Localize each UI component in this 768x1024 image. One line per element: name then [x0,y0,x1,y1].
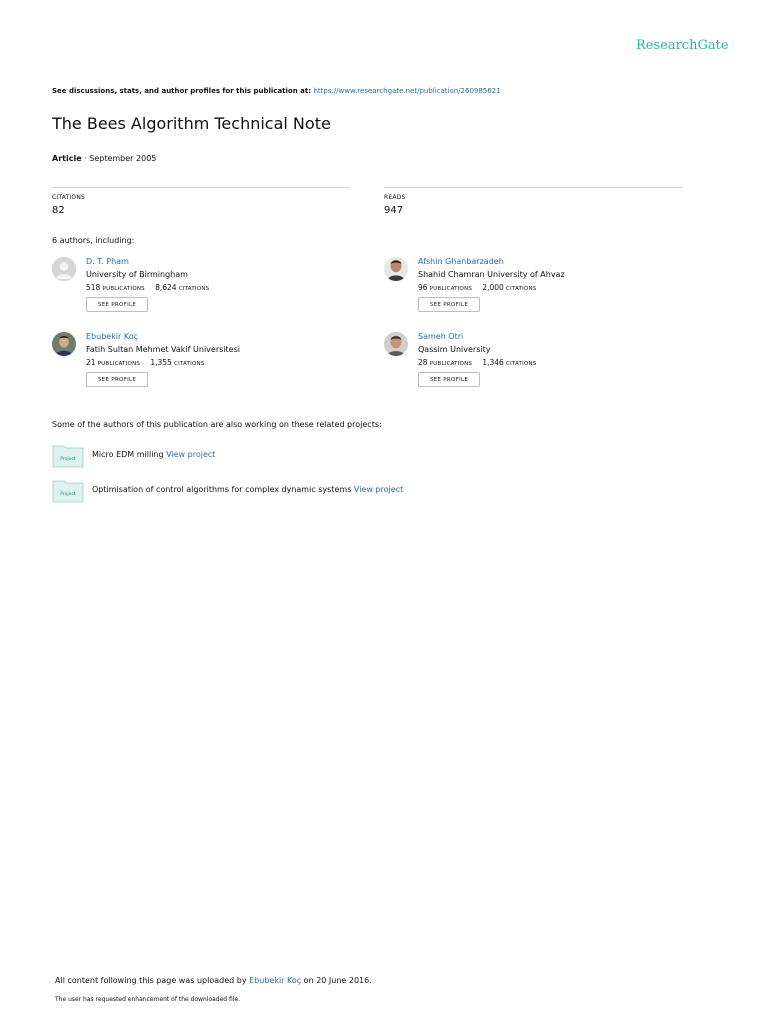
publications-label: PUBLICATIONS [429,286,473,292]
article-type: Article [52,154,82,163]
author-name-link[interactable]: Sameh Otri [418,332,464,341]
author-name-link[interactable]: Ebubekir Koç [86,332,139,341]
researchgate-logo[interactable]: ResearchGate [636,38,729,53]
discussion-line [52,87,501,95]
upload-prefix: All content following this page was uploaded by [55,976,250,985]
project-folder-icon [52,479,84,503]
author-stats [418,358,536,367]
author-stats [418,283,536,292]
author-card [384,257,684,327]
author-institution: Fatih Sultan Mehmet Vakif Universitesi [86,345,240,354]
enhancement-note: The user has requested enhancement of the downloaded file. [55,996,241,1003]
upload-suffix: on 20 June 2016. [301,976,372,985]
citations-value: 82 [52,205,65,216]
citations-divider [52,187,350,188]
author-stats [86,283,209,292]
view-project-link[interactable]: View project [166,450,216,459]
related-projects-heading: Some of the authors of this publication are also working on these related projects: [52,420,382,429]
author-card [384,332,684,402]
publications-label: PUBLICATIONS [97,361,141,367]
citations-label: CITATIONS [178,286,210,292]
publication-url-link[interactable]: https://www.researchgate.net/publication/260985621 [313,87,501,95]
uploader-link[interactable]: Ebubekir Koç [249,976,302,985]
citations-label: CITATIONS [506,286,537,292]
article-date: · September 2005 [81,154,157,163]
see-profile-button[interactable]: SEE PROFILE [86,372,148,387]
upload-notice [55,976,372,985]
citations-label: CITATIONS [506,361,537,367]
author-institution: University of Birmingham [86,270,188,279]
author-photo-icon[interactable] [52,332,76,356]
publications-label: PUBLICATIONS [429,361,473,367]
project-item [52,444,652,468]
author-stats [86,358,204,367]
citations-label: CITATIONS [174,361,205,367]
author-photo-icon[interactable] [384,332,408,356]
author-card [52,332,352,402]
project-title: Micro EDM milling [92,450,167,459]
avatar-placeholder-icon[interactable] [52,257,76,281]
author-institution: Qassim University [418,345,491,354]
see-profile-button[interactable]: SEE PROFILE [86,297,148,312]
view-project-link[interactable]: View project [353,485,404,494]
citations-count: 8,624 [155,283,177,292]
author-name-link[interactable]: D. T. Pham [86,257,129,266]
author-card [52,257,352,327]
publications-label: PUBLICATIONS [102,286,145,292]
project-text [92,450,215,459]
project-icon-label: Project [60,457,76,462]
see-profile-button[interactable]: SEE PROFILE [418,372,480,387]
discussion-text: See discussions, stats, and author profiles for this publication at: [52,87,314,95]
citations-count: 1,355 [150,358,172,367]
project-title: Optimisation of control algorithms for complex dynamic systems [92,485,354,494]
author-institution: Shahid Chamran University of Ahvaz [418,270,565,279]
project-icon-label: Project [60,492,76,497]
author-photo-icon[interactable] [384,257,408,281]
reads-divider [384,187,683,188]
project-folder-icon [52,444,84,468]
project-item [52,479,652,503]
publications-count: 96 [418,283,428,292]
reads-value: 947 [384,205,404,216]
publications-count: 21 [86,358,96,367]
publications-count: 518 [86,283,101,292]
publications-count: 28 [418,358,428,367]
citations-count: 2,000 [482,283,504,292]
reads-label: READS [384,194,406,201]
citations-label: CITATIONS [52,194,86,201]
project-text [92,485,403,494]
authors-heading: 6 authors, including: [52,236,135,245]
article-meta [52,154,156,163]
article-title: The Bees Algorithm Technical Note [52,114,331,133]
see-profile-button[interactable]: SEE PROFILE [418,297,480,312]
author-name-link[interactable]: Afshin Ghanbarzadeh [418,257,504,266]
citations-count: 1,346 [482,358,504,367]
